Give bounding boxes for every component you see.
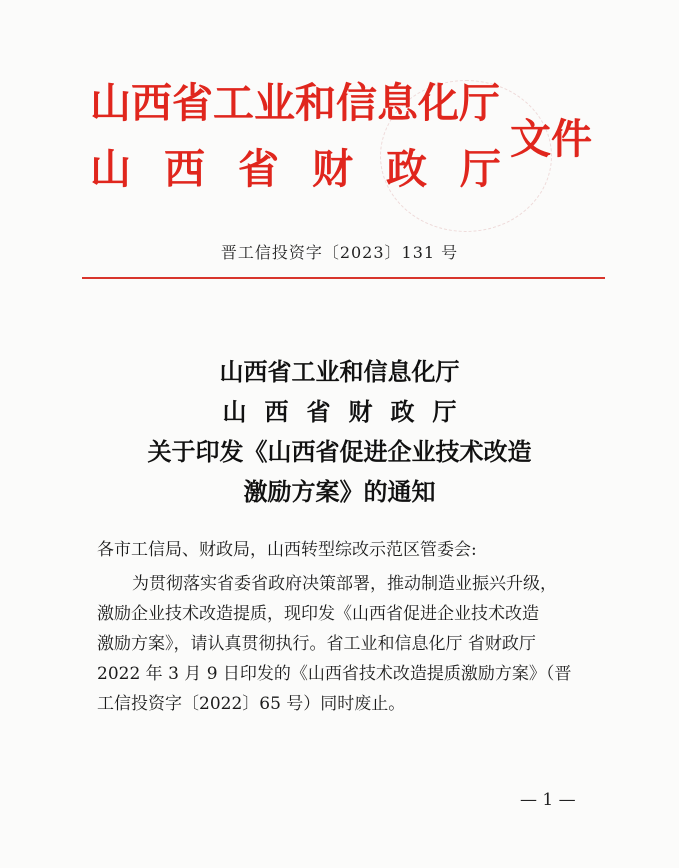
title-line-4: 激励方案》的通知 bbox=[243, 477, 436, 506]
issuer-char: 山 bbox=[90, 145, 131, 193]
issuer-char: 财 bbox=[312, 145, 353, 193]
addressee: 各市工信局、财政局，山西转型综改示范区管委会: bbox=[97, 540, 477, 560]
title-line-2: 山西省财政厅 bbox=[222, 397, 475, 426]
red-divider-rule bbox=[82, 277, 605, 279]
issuer-char: 西 bbox=[164, 145, 205, 193]
issuer-line-industry: 山西省工业和信息化厅 bbox=[90, 79, 500, 127]
issuer-char: 省 bbox=[238, 145, 279, 193]
body-line-4: 2022 年 3 月 9 日印发的《山西省技术改造提质激励方案》（晋 bbox=[97, 664, 572, 684]
issuer-char: 政 bbox=[386, 145, 427, 193]
body-line-1: 为贯彻落实省委省政府决策部署，推动制造业振兴升级， bbox=[132, 574, 557, 594]
document-number: 晋工信投资字〔2023〕131 号 bbox=[220, 243, 459, 262]
document-kind-label: 文件 bbox=[510, 115, 592, 163]
issuer-line-finance bbox=[90, 136, 534, 195]
body-line-3: 激励方案》，请认真贯彻执行。省工业和信息化厅 省财政厅 bbox=[97, 634, 536, 654]
body-line-2: 激励企业技术改造提质，现印发《山西省促进企业技术改造 bbox=[97, 604, 539, 624]
title-line-3: 关于印发《山西省促进企业技术改造 bbox=[147, 437, 532, 466]
issuer-char: 厅 bbox=[460, 145, 501, 193]
title-line-1: 山西省工业和信息化厅 bbox=[219, 357, 460, 386]
page-number: — 1 — bbox=[520, 790, 576, 810]
body-line-5: 工信投资字〔2022〕65 号）同时废止。 bbox=[97, 694, 406, 714]
